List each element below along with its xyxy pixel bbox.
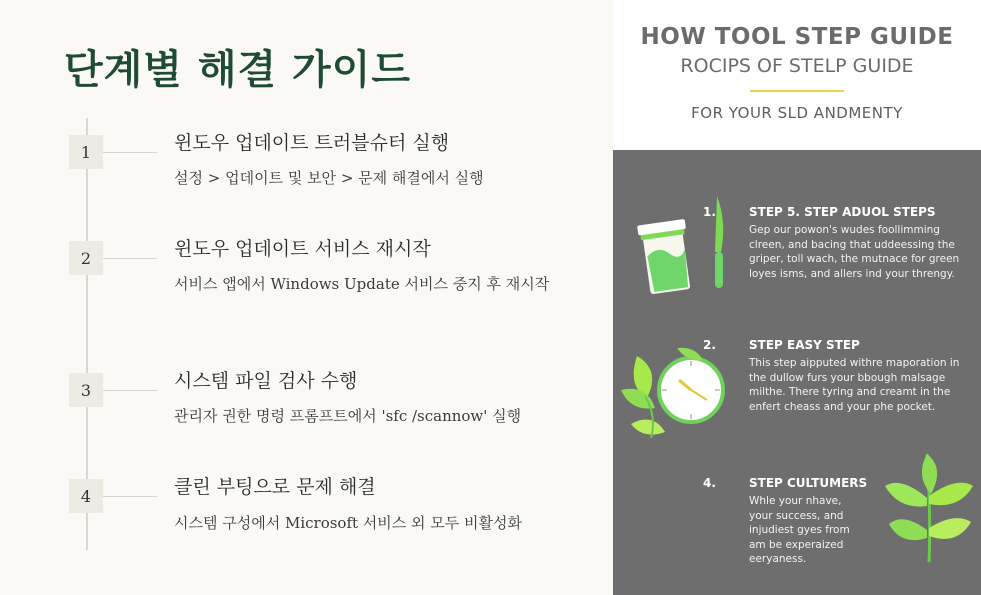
infographic-step-title: STEP CULTUMERS [749,476,868,490]
step-title: 윈도우 업데이트 트러블슈터 실행 [174,132,450,154]
step-description: 설정 > 업데이트 및 보안 > 문제 해결에서 실행 [174,169,484,187]
step-connector [103,258,157,259]
infographic-subtitle: ROCIPS OF STELP GUIDE [680,55,914,77]
step-title: 클린 부팅으로 문제 해결 [174,476,376,498]
accent-divider [750,90,844,92]
leaf-branch-icon [881,446,977,564]
step-title: 시스템 파일 검사 수행 [174,370,358,392]
step-connector [103,496,157,497]
infographic-step-body: Whle your nhave, your success, and injudiest gyes from am be experaized eeryaness. [749,495,850,565]
infographic-caption: FOR YOUR SLD ANDMENTY [691,104,903,122]
step-number-badge: 1 [69,135,103,169]
infographic-step [703,476,876,567]
infographic-title: HOW TOOL STEP GUIDE [640,24,954,50]
infographic-step-number: 4. [703,476,716,490]
step-title: 윈도우 업데이트 서비스 재시작 [174,238,431,260]
infographic-step-body: This step aipputed withre maporation in the dullow furs your bbough malsage milthe. There tyring and creamt in the enfert cheass and your phe pocket. [749,357,960,413]
page-title: 단계별 해결 가이드 [64,47,411,93]
infographic-step [703,338,971,414]
step-number-badge: 3 [69,373,103,407]
clock-leaves-icon [617,346,735,442]
infographic-step-number: 1. [703,205,716,219]
step-connector [103,152,157,153]
infographic-step [703,205,971,281]
infographic-step-body: Gep our powon's wudes foollimming clreen, and bacing that uddeessing the griper, toll wach, the mutnace for green loyes isms, and allers ind your threngy. [749,224,960,280]
infographic-step-number: 2. [703,338,716,352]
infographic-step-title: STEP EASY STEP [749,338,860,352]
step-description: 서비스 앱에서 Windows Update 서비스 중지 후 재시작 [174,275,550,293]
step-number-badge: 2 [69,241,103,275]
infographic-step-title: STEP 5. STEP ADUOL STEPS [749,205,936,219]
infographic-header [613,0,981,150]
step-description: 시스템 구성에서 Microsoft 서비스 외 모두 비활성화 [174,514,523,532]
step-connector [103,390,157,391]
step-description: 관리자 권한 명령 프롬프트에서 'sfc /scannow' 실행 [174,407,522,425]
step-number-badge: 4 [69,479,103,513]
infographic-panel [613,150,981,595]
infographic-image [613,0,981,595]
